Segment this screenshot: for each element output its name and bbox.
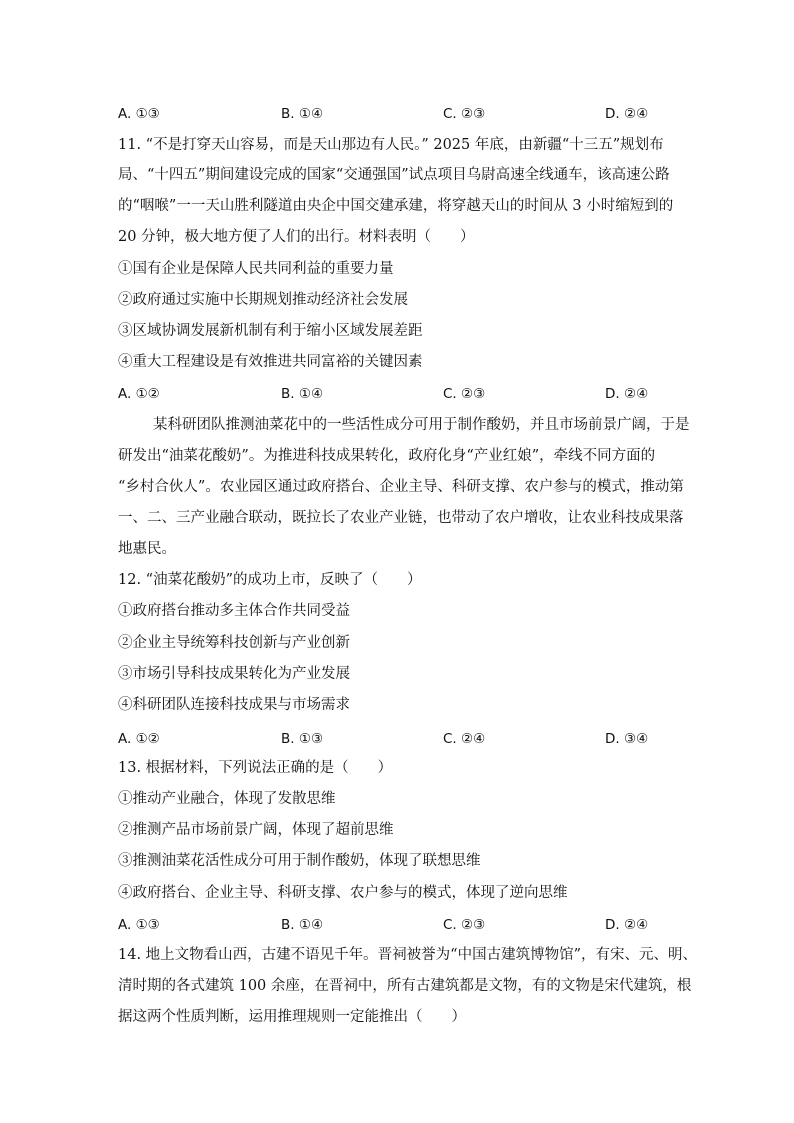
- q11-options: [0, 384, 794, 404]
- passage-line: 某科研团队推测油菜花中的一些活性成分可用于制作酸奶，并且市场前景广阔，于是: [153, 417, 690, 433]
- q11-option-d: D. ②④: [605, 386, 649, 402]
- q12-option-a: A. ①②: [118, 731, 160, 747]
- passage-line: 一、二、三产业融合联动，既拉长了农业产业链，也带动了农户增收，让农业科技成果落: [118, 510, 684, 526]
- q11-stem-line: 局、“十四五”期间建设完成的国家“交通强国”试点项目乌尉高速全线通车，该高速公路: [118, 167, 670, 183]
- q13-stem: 13. 根据材料，下列说法正确的是（ ）: [118, 760, 393, 776]
- q10-option-c: C. ②③: [443, 106, 486, 122]
- q13-statement: ③推测油菜花活性成分可用于制作酸奶，体现了联想思维: [118, 853, 481, 869]
- q11-option-a: A. ①②: [118, 386, 160, 402]
- q10-option-d: D. ②④: [605, 106, 649, 122]
- q10-option-b: B. ①④: [281, 106, 324, 122]
- q13-option-b: B. ①④: [281, 917, 324, 933]
- q13-options: [0, 915, 794, 935]
- passage-line: 地惠民。: [118, 541, 176, 557]
- q12-statement: ②企业主导统筹科技创新与产业创新: [118, 635, 350, 651]
- q11-statement: ④重大工程建设是有效推进共同富裕的关键因素: [118, 354, 423, 370]
- q12-statement: ③市场引导科技成果转化为产业发展: [118, 666, 350, 682]
- q11-stem-line: 11. “不是打穿天山容易，而是天山那边有人民。” 2025 年底，由新疆“十三五”规划布: [118, 137, 664, 153]
- q11-option-c: C. ②③: [443, 386, 486, 402]
- q11-option-b: B. ①④: [281, 386, 324, 402]
- q14-stem-line: 14. 地上文物看山西，古建不语见千年。晋祠被誉为“中国古建筑博物馆”，有宋、元、明、: [118, 947, 697, 963]
- q14-stem-line: 据这两个性质判断，运用推理规则一定能推出（ ）: [118, 1009, 466, 1025]
- q13-option-d: D. ②④: [605, 917, 649, 933]
- passage-line: 研发出“油菜花酸奶”。为推进科技成果转化，政府化身“产业红娘”，牵线不同方面的: [118, 448, 656, 464]
- q10-options: [0, 104, 794, 124]
- q12-statement: ①政府搭台推动多主体合作共同受益: [118, 603, 350, 619]
- q11-stem-line: 的“咽喉”一一天山胜利隧道由央企中国交建承建，将穿越天山的时间从 3 小时缩短到的: [118, 198, 674, 214]
- q13-option-c: C. ②③: [443, 917, 486, 933]
- q13-statement: ①推动产业融合，体现了发散思维: [118, 791, 336, 807]
- q13-statement: ④政府搭台、企业主导、科研支撑、农户参与的模式，体现了逆向思维: [118, 885, 568, 901]
- q12-option-c: C. ②④: [443, 731, 486, 747]
- q11-statement: ①国有企业是保障人民共同利益的重要力量: [118, 261, 394, 277]
- q11-statement: ②政府通过实施中长期规划推动经济社会发展: [118, 292, 408, 308]
- q11-statement: ③区域协调发展新机制有利于缩小区域发展差距: [118, 323, 423, 339]
- q12-option-d: D. ③④: [605, 731, 649, 747]
- q11-stem-line: 20 分钟，极大地方便了人们的出行。材料表明（ ）: [118, 229, 475, 245]
- q12-stem: 12. “油菜花酸奶”的成功上市，反映了（ ）: [118, 572, 422, 588]
- q12-options: [0, 729, 794, 749]
- q12-option-b: B. ①③: [281, 731, 324, 747]
- q12-statement: ④科研团队连接科技成果与市场需求: [118, 697, 350, 713]
- passage-line: “乡村合伙人”。农业园区通过政府搭台、企业主导、科研支撑、农户参与的模式，推动第: [118, 479, 684, 495]
- q13-statement: ②推测产品市场前景广阔，体现了超前思维: [118, 822, 394, 838]
- q10-option-a: A. ①③: [118, 106, 160, 122]
- q13-option-a: A. ①③: [118, 917, 160, 933]
- q14-stem-line: 清时期的各式建筑 100 余座，在晋祠中，所有古建筑都是文物，有的文物是宋代建筑，根: [118, 978, 692, 994]
